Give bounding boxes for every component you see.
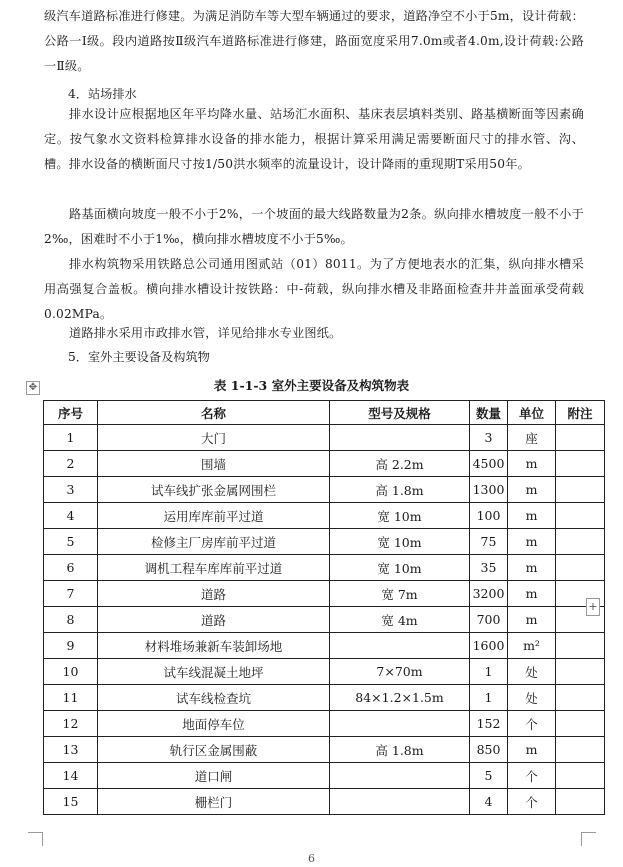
cell-unit: m — [508, 607, 556, 633]
cell-no: 7 — [44, 581, 98, 607]
cell-spec — [330, 711, 470, 737]
table-row — [44, 607, 605, 633]
cell-no: 3 — [44, 477, 98, 503]
cell-qty: 4500 — [470, 451, 508, 477]
margin-corner-mark-left — [42, 832, 43, 846]
cell-qty: 3 — [470, 425, 508, 451]
table-header-row — [44, 401, 605, 425]
table-row — [44, 503, 605, 529]
cell-name: 地面停车位 — [98, 711, 330, 737]
cell-name: 轨行区金属围蔽 — [98, 737, 330, 763]
cell-unit: 个 — [508, 789, 556, 815]
table-row — [44, 789, 605, 815]
heading-station-drainage: 4．站场排水 — [68, 87, 137, 101]
cell-spec: 高 1.8m — [330, 737, 470, 763]
cell-unit: 座 — [508, 425, 556, 451]
cell-qty: 3200 — [470, 581, 508, 607]
paragraph-road-standard: 级汽车道路标准进行修建。为满足消防车等大型车辆通过的要求，道路净空不小于5m，设计荷载：公路一Ⅰ级。段内道路按Ⅱ级汽车道路标准进行修建，路面宽度采用7.0m或者4.0m,设计荷载:公路一Ⅱ级。 — [44, 9, 584, 73]
table-row — [44, 581, 605, 607]
cell-qty: 75 — [470, 529, 508, 555]
cell-unit: m — [508, 555, 556, 581]
cell-no: 9 — [44, 633, 98, 659]
cell-no: 13 — [44, 737, 98, 763]
cell-note — [556, 659, 605, 685]
cell-qty: 5 — [470, 763, 508, 789]
cell-unit: m — [508, 477, 556, 503]
table-row — [44, 477, 605, 503]
cell-name: 试车线检查坑 — [98, 685, 330, 711]
cell-no: 12 — [44, 711, 98, 737]
cell-note — [556, 477, 605, 503]
cell-spec — [330, 425, 470, 451]
table-row — [44, 529, 605, 555]
cell-no: 5 — [44, 529, 98, 555]
table-row — [44, 685, 605, 711]
cell-qty: 1300 — [470, 477, 508, 503]
cell-unit: m — [508, 529, 556, 555]
cell-note — [556, 529, 605, 555]
cell-spec: 高 1.8m — [330, 477, 470, 503]
cell-name: 道路 — [98, 607, 330, 633]
cell-qty: 1 — [470, 659, 508, 685]
margin-corner-mark-left-h — [28, 832, 42, 833]
cell-note — [556, 503, 605, 529]
cell-name: 运用库库前平过道 — [98, 503, 330, 529]
cell-no: 2 — [44, 451, 98, 477]
cell-qty: 1600 — [470, 633, 508, 659]
cell-spec: 高 2.2m — [330, 451, 470, 477]
header-name: 名称 — [98, 401, 330, 425]
table-row — [44, 763, 605, 789]
cell-no: 15 — [44, 789, 98, 815]
cell-no: 14 — [44, 763, 98, 789]
cell-spec — [330, 633, 470, 659]
header-unit: 单位 — [508, 401, 556, 425]
cell-spec: 宽 7m — [330, 581, 470, 607]
cell-name: 道口闸 — [98, 763, 330, 789]
add-row-plus-icon[interactable]: + — [586, 598, 600, 616]
cell-note — [556, 451, 605, 477]
cell-note — [556, 763, 605, 789]
equipment-table — [43, 400, 605, 815]
paragraph-drainage-structures: 排水构筑物采用铁路总公司通用图贰站（01）8011。为了方便地表水的汇集，纵向排水槽采用高强复合盖板。横向排水槽设计按铁路：中-荷载，纵向排水槽及非路面检查井井盖面承受荷载0.02MPa。 — [44, 257, 584, 321]
cell-note — [556, 789, 605, 815]
table-row — [44, 555, 605, 581]
margin-corner-mark-right — [581, 832, 582, 846]
cell-note — [556, 711, 605, 737]
cell-note — [556, 425, 605, 451]
cell-unit: 个 — [508, 763, 556, 789]
cell-qty: 4 — [470, 789, 508, 815]
cell-spec — [330, 763, 470, 789]
cell-unit: m — [508, 503, 556, 529]
cell-name: 试车线混凝土地坪 — [98, 659, 330, 685]
cell-no: 8 — [44, 607, 98, 633]
margin-corner-mark-right-h — [582, 832, 596, 833]
table-move-handle-icon[interactable]: ✥ — [26, 381, 40, 395]
header-qty: 数量 — [470, 401, 508, 425]
table-row — [44, 711, 605, 737]
heading-outdoor-equipment: 5．室外主要设备及构筑物 — [68, 350, 210, 364]
table-row — [44, 425, 605, 451]
cell-no: 4 — [44, 503, 98, 529]
cell-note — [556, 555, 605, 581]
cell-qty: 100 — [470, 503, 508, 529]
paragraph-slope: 路基面横向坡度一般不小于2%，一个坡面的最大线路数量为2条。纵向排水槽坡度一般不小于2‰，困难时不小于1‰，横向排水槽坡度不小于5‰。 — [44, 207, 584, 246]
cell-name: 试车线扩张金属网围栏 — [98, 477, 330, 503]
paragraph-drainage-design: 排水设计应根据地区年平均降水量、站场汇水面积、基床表层填料类别、路基横断面等因素确定。按气象水文资料检算排水设备的排水能力，根据计算采用满足需要断面尺寸的排水管、沟、槽。排水设备的横断面尺寸按1/50洪水频率的流量设计，设计降雨的重现期T采用50年。 — [44, 107, 584, 171]
cell-spec: 宽 4m — [330, 607, 470, 633]
table-row — [44, 633, 605, 659]
cell-spec: 84×1.2×1.5m — [330, 685, 470, 711]
paragraph-road-drainage: 道路排水采用市政排水管，详见给排水专业图纸。 — [69, 326, 342, 340]
cell-no: 10 — [44, 659, 98, 685]
cell-no: 11 — [44, 685, 98, 711]
cell-unit: m² — [508, 633, 556, 659]
cell-spec — [330, 789, 470, 815]
cell-name: 检修主厂房库前平过道 — [98, 529, 330, 555]
cell-qty: 700 — [470, 607, 508, 633]
cell-spec: 宽 10m — [330, 555, 470, 581]
cell-name: 调机工程车库库前平过道 — [98, 555, 330, 581]
cell-unit: m — [508, 581, 556, 607]
table-caption: 表 1-1-3 室外主要设备及构筑物表 — [213, 378, 410, 393]
table-row — [44, 451, 605, 477]
cell-note — [556, 685, 605, 711]
table-row — [44, 659, 605, 685]
cell-name: 栅栏门 — [98, 789, 330, 815]
header-no: 序号 — [44, 401, 98, 425]
cell-unit: 个 — [508, 711, 556, 737]
cell-unit: 处 — [508, 685, 556, 711]
cell-qty: 1 — [470, 685, 508, 711]
cell-note — [556, 633, 605, 659]
cell-name: 材料堆场兼新车装卸场地 — [98, 633, 330, 659]
cell-spec: 7×70m — [330, 659, 470, 685]
header-spec: 型号及规格 — [330, 401, 470, 425]
cell-name: 道路 — [98, 581, 330, 607]
page-number: 6 — [308, 852, 315, 865]
header-note: 附注 — [556, 401, 605, 425]
cell-name: 围墙 — [98, 451, 330, 477]
cell-note — [556, 737, 605, 763]
cell-unit: 处 — [508, 659, 556, 685]
cell-name: 大门 — [98, 425, 330, 451]
cell-spec: 宽 10m — [330, 529, 470, 555]
cell-unit: m — [508, 451, 556, 477]
cell-qty: 35 — [470, 555, 508, 581]
cell-no: 6 — [44, 555, 98, 581]
cell-spec: 宽 10m — [330, 503, 470, 529]
table-row — [44, 737, 605, 763]
cell-no: 1 — [44, 425, 98, 451]
cell-unit: m — [508, 737, 556, 763]
cell-qty: 850 — [470, 737, 508, 763]
cell-qty: 152 — [470, 711, 508, 737]
